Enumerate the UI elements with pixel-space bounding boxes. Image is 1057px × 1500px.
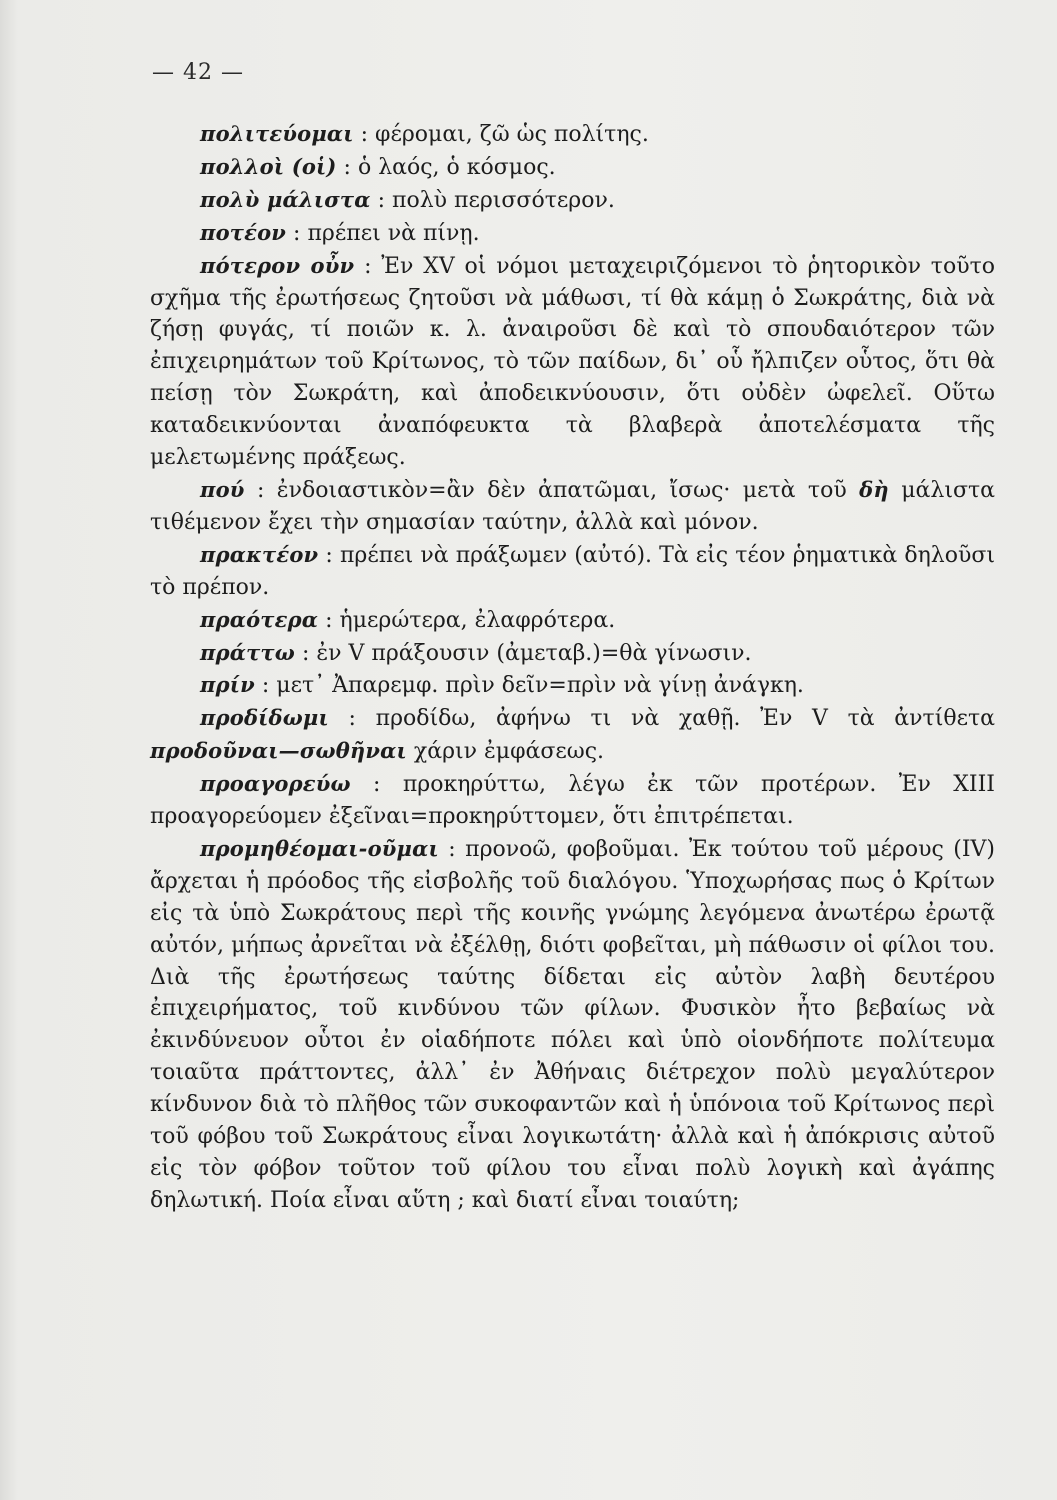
entry-definition: προκηρύττω, λέγω ἐκ τῶν προτέρων. Ἐν XIII προαγορεύομεν ἐξεῖναι=προκηρύττομεν, ὅτι ἐπιτρέπεται. [150, 772, 995, 830]
glossary-entry [150, 604, 995, 637]
entry-separator: : [336, 154, 358, 180]
entry-term: ποτέον [200, 219, 287, 245]
glossary-entry [150, 669, 995, 702]
glossary-entry [150, 217, 995, 250]
entry-definition: πολὺ περισσότερον. [391, 187, 615, 213]
entry-definition: προνοῶ, φοβοῦμαι. Ἐκ τούτου τοῦ μέρους (IV) ἄρχεται ἡ πρόοδος τῆς εἰσβολῆς τοῦ διαλόγου. Ὑποχωρήσας πως ὁ Κρίτων εἰς τὰ ὑπὸ Σωκράτους περὶ τῆς κοινῆς γνώμης λεγόμενα ἀνωτέρω ἐρωτᾷ αὐτόν, μήπως ἀρνεῖται νὰ ἐξέλθῃ, διότι φοβεῖται, μὴ πάθωσιν οἱ φίλοι του. Διὰ τῆς ἐρωτήσεως ταύτης δίδεται εἰς αὐτὸν λαβὴ δευτέρου ἐπιχειρήματος, τοῦ κινδύνου τῶν φίλων. Φυσικὸν ἦτο βεβαίως νὰ ἐκινδύνευον οὗτοι ἐν οἱαδήποτε πόλει καὶ ὑπὸ οἱονδήποτε πολίτευμα τοιαῦτα πράττοντες, ἀλλ᾽ ἐν Ἀθήναις διέτρεχον πολὺ μεγαλύτερον κίνδυνον διὰ τὸ πλῆθος τῶν συκοφαντῶν καὶ ἡ ὑπόνοια τοῦ Κρίτωνος περὶ τοῦ φόβου τοῦ Σωκράτους εἶναι λογικωτάτη· ἀλλὰ καὶ ἡ ἀπόκρισις αὐτοῦ εἰς τὸν φόβον τοῦτον τοῦ φίλου του εἶναι πολὺ λογικὴ καὶ ἀγάπης δηλωτική. Ποία εἶναι αὕτη ; καὶ διατί εἶναι τοιαύτη; [150, 836, 995, 1213]
entry-term: πολιτεύομαι [200, 121, 354, 146]
entry-definition: προδίδω, ἀφήνω τι νὰ χαθῇ. Ἐν V τὰ ἀντίθετα [375, 706, 995, 732]
entry-separator: : [286, 220, 308, 246]
entry-term: προαγορεύω [200, 771, 351, 797]
entry-definition-continued: χάριν ἐμφάσεως. [413, 739, 605, 765]
entry-separator: : [370, 187, 392, 213]
entry-definition: Ἐν XV οἱ νόμοι μεταχειριζόμενοι τὸ ῥητορικὸν τοῦτο σχῆμα τῆς ἐρωτήσεως ζητοῦσι νὰ μάθωσι, τί θὰ κάμῃ ὁ Σωκράτης, διὰ νὰ ζήσῃ φυγάς, τί ποιῶν κ. λ. ἀναιροῦσι δὲ καὶ τὸ σπουδαιότερον τῶν ἐπιχειρημάτων τοῦ Κρίτωνος, τὸ τῶν παίδων, δι᾽ οὗ ἤλπιζεν οὗτος, ὅτι θὰ πείσῃ τὸν Σωκράτη, καὶ ἀποδεικνύουσιν, ὅτι οὐδὲν ὠφελεῖ. Οὕτω καταδεικνύονται ἀναπόφευκτα τὰ βλαβερὰ ἀποτελέσματα τῆς μελετωμένης πράξεως. [150, 253, 995, 471]
entry-definition: ἐν V πράξουσιν (ἀμεταβ.)=θὰ γίνωσιν. [316, 640, 752, 666]
entry-definition: μετ᾽ Ἀπαρεμφ. πρὶν δεῖν=πρὶν νὰ γίνῃ ἀνάγκη. [276, 673, 804, 699]
entry-definition-continued: μάλιστα τιθέμενον ἔχει τὴν σημασίαν ταύτην, ἀλλὰ καὶ μόνον. [150, 477, 995, 535]
entry-separator: : [318, 607, 340, 633]
entry-term: προδίδωμι [200, 705, 329, 731]
entry-definition: φέρομαι, ζῶ ὡς πολίτης. [375, 122, 649, 147]
entry-definition: πρέπει νὰ πίνῃ. [307, 220, 480, 246]
entry-separator: : [353, 122, 376, 147]
entry-definition: πρέπει νὰ πράξωμεν (αὐτό). Τὰ εἰς τέον ῥηματικὰ δηλοῦσι τὸ πρέπον. [150, 542, 995, 600]
entry-separator: : [438, 836, 466, 862]
entry-definition: ἡμερώτερα, ἐλαφρότερα. [339, 607, 616, 633]
entry-term: προμηθέομαι-οῦμαι [200, 835, 439, 861]
entry-separator: : [328, 706, 376, 732]
entry-term: πρίν [200, 672, 255, 698]
glossary-entry [150, 474, 995, 539]
entry-separator: : [318, 542, 340, 568]
entry-definition: ἐνδοιαστικὸν=ἂν δὲν ἀπατῶμαι, ἴσως· μετὰ τοῦ [276, 477, 847, 503]
entry-term: πότερον οὖν [200, 252, 355, 278]
entry-separator: : [294, 640, 317, 666]
entry-definition: ὁ λαός, ὁ κόσμος. [357, 154, 556, 180]
glossary-entries [150, 118, 995, 1217]
glossary-entry [150, 637, 995, 670]
page-number: — 42 — [152, 60, 244, 85]
entry-term: πράττω [200, 639, 295, 665]
entry-inline-term: προδοῦναι—σωθῆναι [150, 738, 407, 764]
glossary-entry [150, 702, 995, 768]
glossary-entry [150, 184, 995, 217]
glossary-entry [150, 833, 995, 1217]
glossary-entry [150, 151, 995, 184]
glossary-entry [150, 768, 995, 833]
entry-term: πολλοὶ (οἱ) [200, 153, 337, 179]
entry-separator: : [254, 673, 277, 699]
entry-separator: : [350, 772, 403, 798]
entry-term: πρακτέον [200, 541, 319, 567]
glossary-entry [150, 539, 995, 604]
entry-term: πού [200, 476, 245, 502]
entry-separator: : [244, 477, 277, 503]
entry-inline-term: δὴ [859, 476, 889, 502]
entry-term: πολὺ μάλιστα [200, 186, 371, 212]
glossary-entry [150, 118, 995, 151]
glossary-entry [150, 250, 995, 474]
entry-term: πραότερα [200, 606, 319, 632]
entry-separator: : [354, 253, 382, 279]
